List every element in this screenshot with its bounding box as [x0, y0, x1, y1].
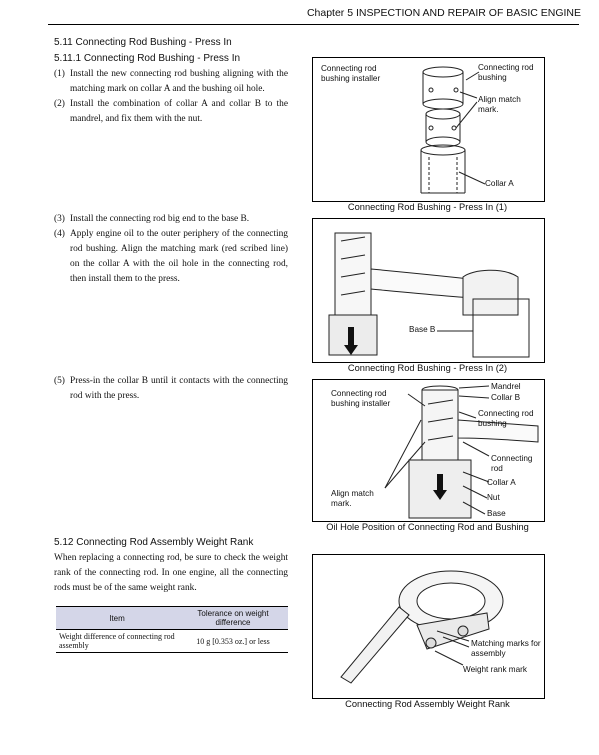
label-connecting-rod: Connecting rod: [491, 454, 533, 473]
label-weight-rank-mark: Weight rank mark: [463, 665, 528, 674]
figure-1-caption: Connecting Rod Bushing - Press In (1): [347, 202, 508, 212]
step-4: [54, 227, 288, 287]
step-text: Apply engine oil to the outer periphery of the connecting rod bushing. Align the matching mark (red scribed line) on the collar A with the oil hole in the connecting rod, then install them to the press.: [70, 229, 288, 284]
chapter-header: Chapter 5 INSPECTION AND REPAIR OF BASIC ENGINE: [306, 7, 581, 19]
table-header-item: Item: [56, 607, 178, 630]
table-header-tolerance: Tolerance on weight difference: [178, 607, 288, 630]
label-align-mark: Align match mark.: [478, 95, 521, 114]
label-collar-b: Collar B: [491, 393, 521, 402]
figure-3-caption: Oil Hole Position of Connecting Rod and Bushing: [326, 522, 529, 532]
step-number: (1): [54, 69, 65, 79]
header-rule: [48, 24, 579, 25]
section-5-11-title: 5.11 Connecting Rod Bushing - Press In: [54, 37, 232, 48]
table-header-row: [56, 607, 288, 630]
table-cell-tolerance: 10 g [0.353 oz.] or less: [178, 630, 288, 653]
label-collar-a: Collar A: [487, 478, 516, 487]
step-text: Install the connecting rod big end to the base B.: [70, 214, 250, 224]
section-5-12-title: 5.12 Connecting Rod Assembly Weight Rank: [54, 537, 254, 548]
step-5-block: [54, 374, 288, 404]
step-text: Press-in the collar B until it contacts with the connecting rod with the press.: [70, 376, 288, 401]
figure-oil-hole-position: [312, 379, 545, 522]
weight-tolerance-table: [56, 606, 288, 653]
label-nut: Nut: [487, 493, 500, 502]
press-base-illustration: [313, 219, 544, 362]
figure-bushing-press-in-1: [312, 57, 545, 202]
step-3: [54, 212, 288, 227]
label-installer: Connecting rod bushing installer: [321, 64, 381, 83]
step-5: [54, 374, 288, 404]
label-base: Base: [487, 509, 506, 518]
section-5-11-1-title: 5.11.1 Connecting Rod Bushing - Press In: [54, 53, 241, 64]
label-collar-a: Collar A: [485, 179, 514, 188]
label-installer: Connecting rod bushing installer: [331, 389, 391, 408]
figure-weight-rank: [312, 554, 545, 699]
step-2: [54, 97, 288, 127]
label-bushing: Connecting rod bushing: [478, 63, 534, 82]
step-number: (3): [54, 214, 65, 224]
step-1: [54, 67, 288, 97]
step-number: (2): [54, 99, 65, 109]
step-text: Install the combination of collar A and collar B to the mandrel, and fix them with the nut.: [70, 99, 288, 124]
table-row: [56, 630, 288, 653]
label-matching-marks: Matching marks for assembly: [471, 639, 541, 658]
label-bushing: Connecting rod bushing: [478, 409, 534, 428]
connecting-rod-illustration: [313, 555, 544, 698]
figure-bushing-press-in-2: [312, 218, 545, 363]
label-mandrel: Mandrel: [491, 382, 521, 391]
section-5-12-body: When replacing a connecting rod, be sure to check the weight rank of the connecting rod. In one engine, all the connecting rods must be of the same weight rank.: [54, 553, 288, 594]
figure-4-caption: Connecting Rod Assembly Weight Rank: [345, 699, 510, 709]
steps-1-2: [54, 67, 288, 127]
weight-tolerance-table-wrap: [56, 606, 288, 653]
step-number: (5): [54, 376, 65, 386]
table-cell-item: Weight difference of connecting rod assembly: [56, 630, 178, 653]
step-number: (4): [54, 229, 65, 239]
label-base-b: Base B: [409, 325, 436, 334]
step-text: Install the new connecting rod bushing aligning with the matching mark on collar A and the bushing oil hole.: [70, 69, 288, 94]
figure-2-caption: Connecting Rod Bushing - Press In (2): [347, 363, 508, 373]
label-align-mark: Align match mark.: [331, 489, 374, 508]
steps-3-4: [54, 212, 288, 287]
